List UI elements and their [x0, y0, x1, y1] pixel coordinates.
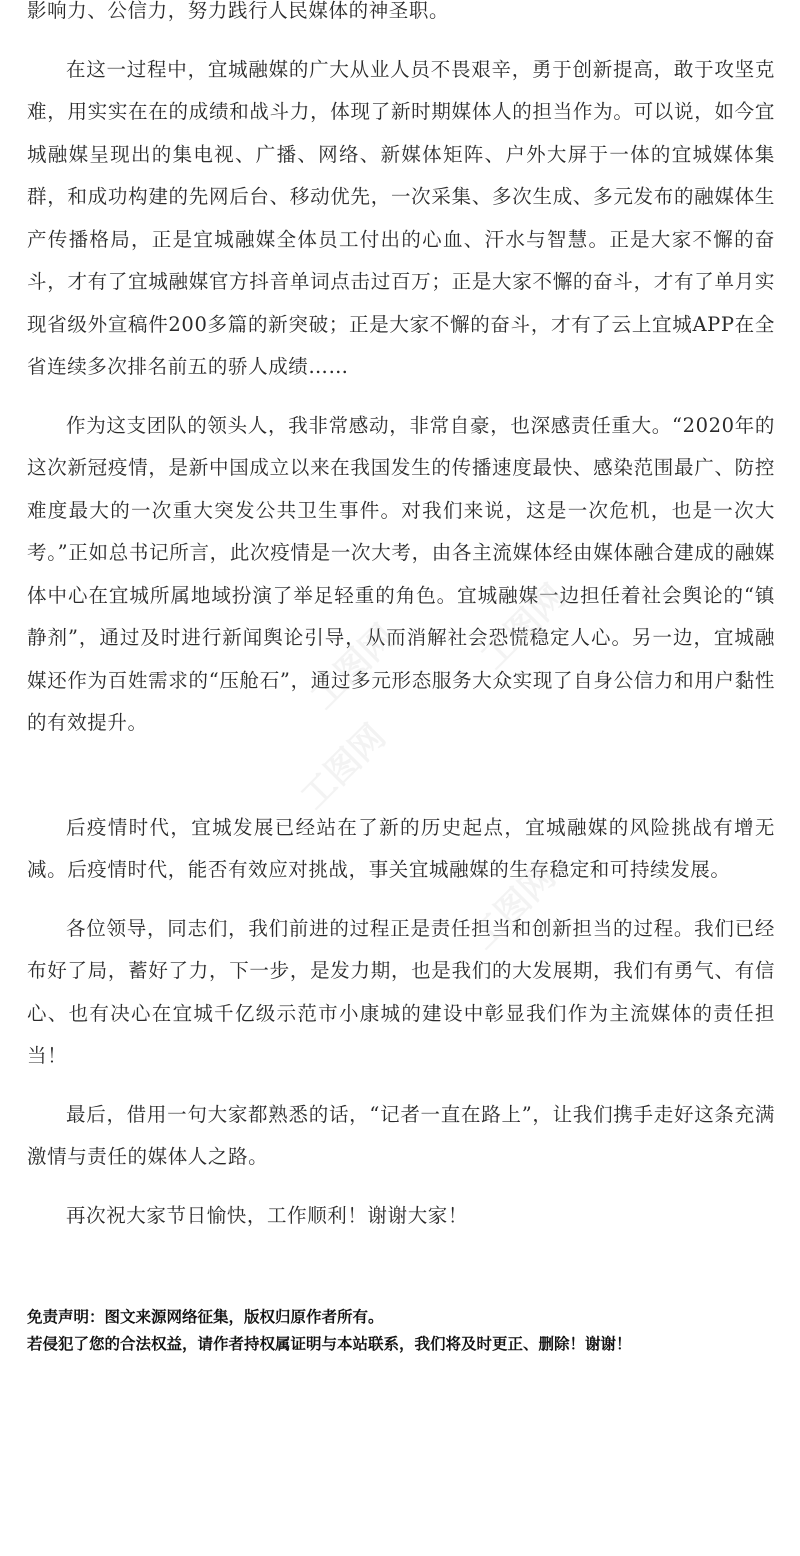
disclaimer — [27, 1304, 775, 1358]
disclaimer-line-1: 免责声明：图文来源网络征集，版权归原作者所有。 — [27, 1308, 384, 1326]
paragraph-post-epidemic: 后疫情时代，宜城发展已经站在了新的历史起点，宜城融媒的风险挑战有增无减。后疫情时代，能否有效应对挑战，事关宜城融媒的生存稳定和可持续发展。 — [27, 815, 775, 881]
paragraph-intro-fragment: 影响力、公信力，努力践行人民媒体的神圣职。 — [27, 0, 450, 22]
paragraph-closing-quote: 最后，借用一句大家都熟悉的话，“记者一直在路上”，让我们携手走好这条充满激情与责任的媒体人之路。 — [27, 1102, 775, 1168]
paragraph-epidemic: 作为这支团队的领头人，我非常感动，非常自豪，也深感责任重大。“2020年的这次新冠疫情，是新中国成立以来在我国发生的传播速度最快、感染范围最广、防控难度最大的一次重大突发公共卫生事件。对我们来说，这是一次危机，也是一次大考。”正如总书记所言，此次疫情是一次大考，由各主流媒体经由媒体融合建成的融媒体中心在宜城所属地域扮演了举足轻重的角色。宜城融媒一边担任着社会舆论的“镇静剂”，通过及时进行新闻舆论引导，从而消解社会恐慌稳定人心。另一边，宜城融媒还作为百姓需求的“压舱石”，通过多元形态服务大众实现了自身公信力和用户黏性的有效提升。 — [27, 413, 775, 734]
watermark-logo: 工图网 — [293, 716, 394, 818]
paragraph-achievements: 在这一过程中，宜城融媒的广大从业人员不畏艰辛，勇于创新提高，敢于攻坚克难，用实实在在的成绩和战斗力，体现了新时期媒体人的担当作为。可以说，如今宜城融媒呈现出的集电视、广播、网络、新媒体矩阵、户外大屏于一体的宜城媒体集群，和成功构建的先网后台、移动优先，一次采集、多次生成、多元发布的融媒体生产传播格局，正是宜城融媒全体员工付出的心血、汗水与智慧。正是大家不懈的奋斗，才有了宜城融媒官方抖音单词点击过百万；正是大家不懈的奋斗，才有了单月实现省级外宣稿件200多篇的新突破；正是大家不懈的奋斗，才有了云上宜城APP在全省连续多次排名前五的骄人成绩…… — [27, 57, 775, 378]
article-body — [27, 0, 775, 1237]
paragraph-final-wishes: 再次祝大家节日愉快，工作顺利！谢谢大家！ — [66, 1203, 469, 1227]
paragraph-address-leaders: 各位领导，同志们，我们前进的过程正是责任担当和创新担当的过程。我们已经布好了局，蓄好了力，下一步，是发力期，也是我们的大发展期，我们有勇气、有信心、也有决心在宜城千亿级示范市小康城的建设中彰显我们作为主流媒体的责任担当！ — [27, 916, 775, 1067]
watermark-logo: 工图网 — [303, 616, 404, 718]
watermark-logo: 工图网 — [473, 576, 574, 678]
watermark-logo: 工图网 — [463, 856, 564, 958]
disclaimer-line-2: 若侵犯了您的合法权益，请作者持权属证明与本站联系，我们将及时更正、删除！谢谢！ — [27, 1335, 632, 1353]
